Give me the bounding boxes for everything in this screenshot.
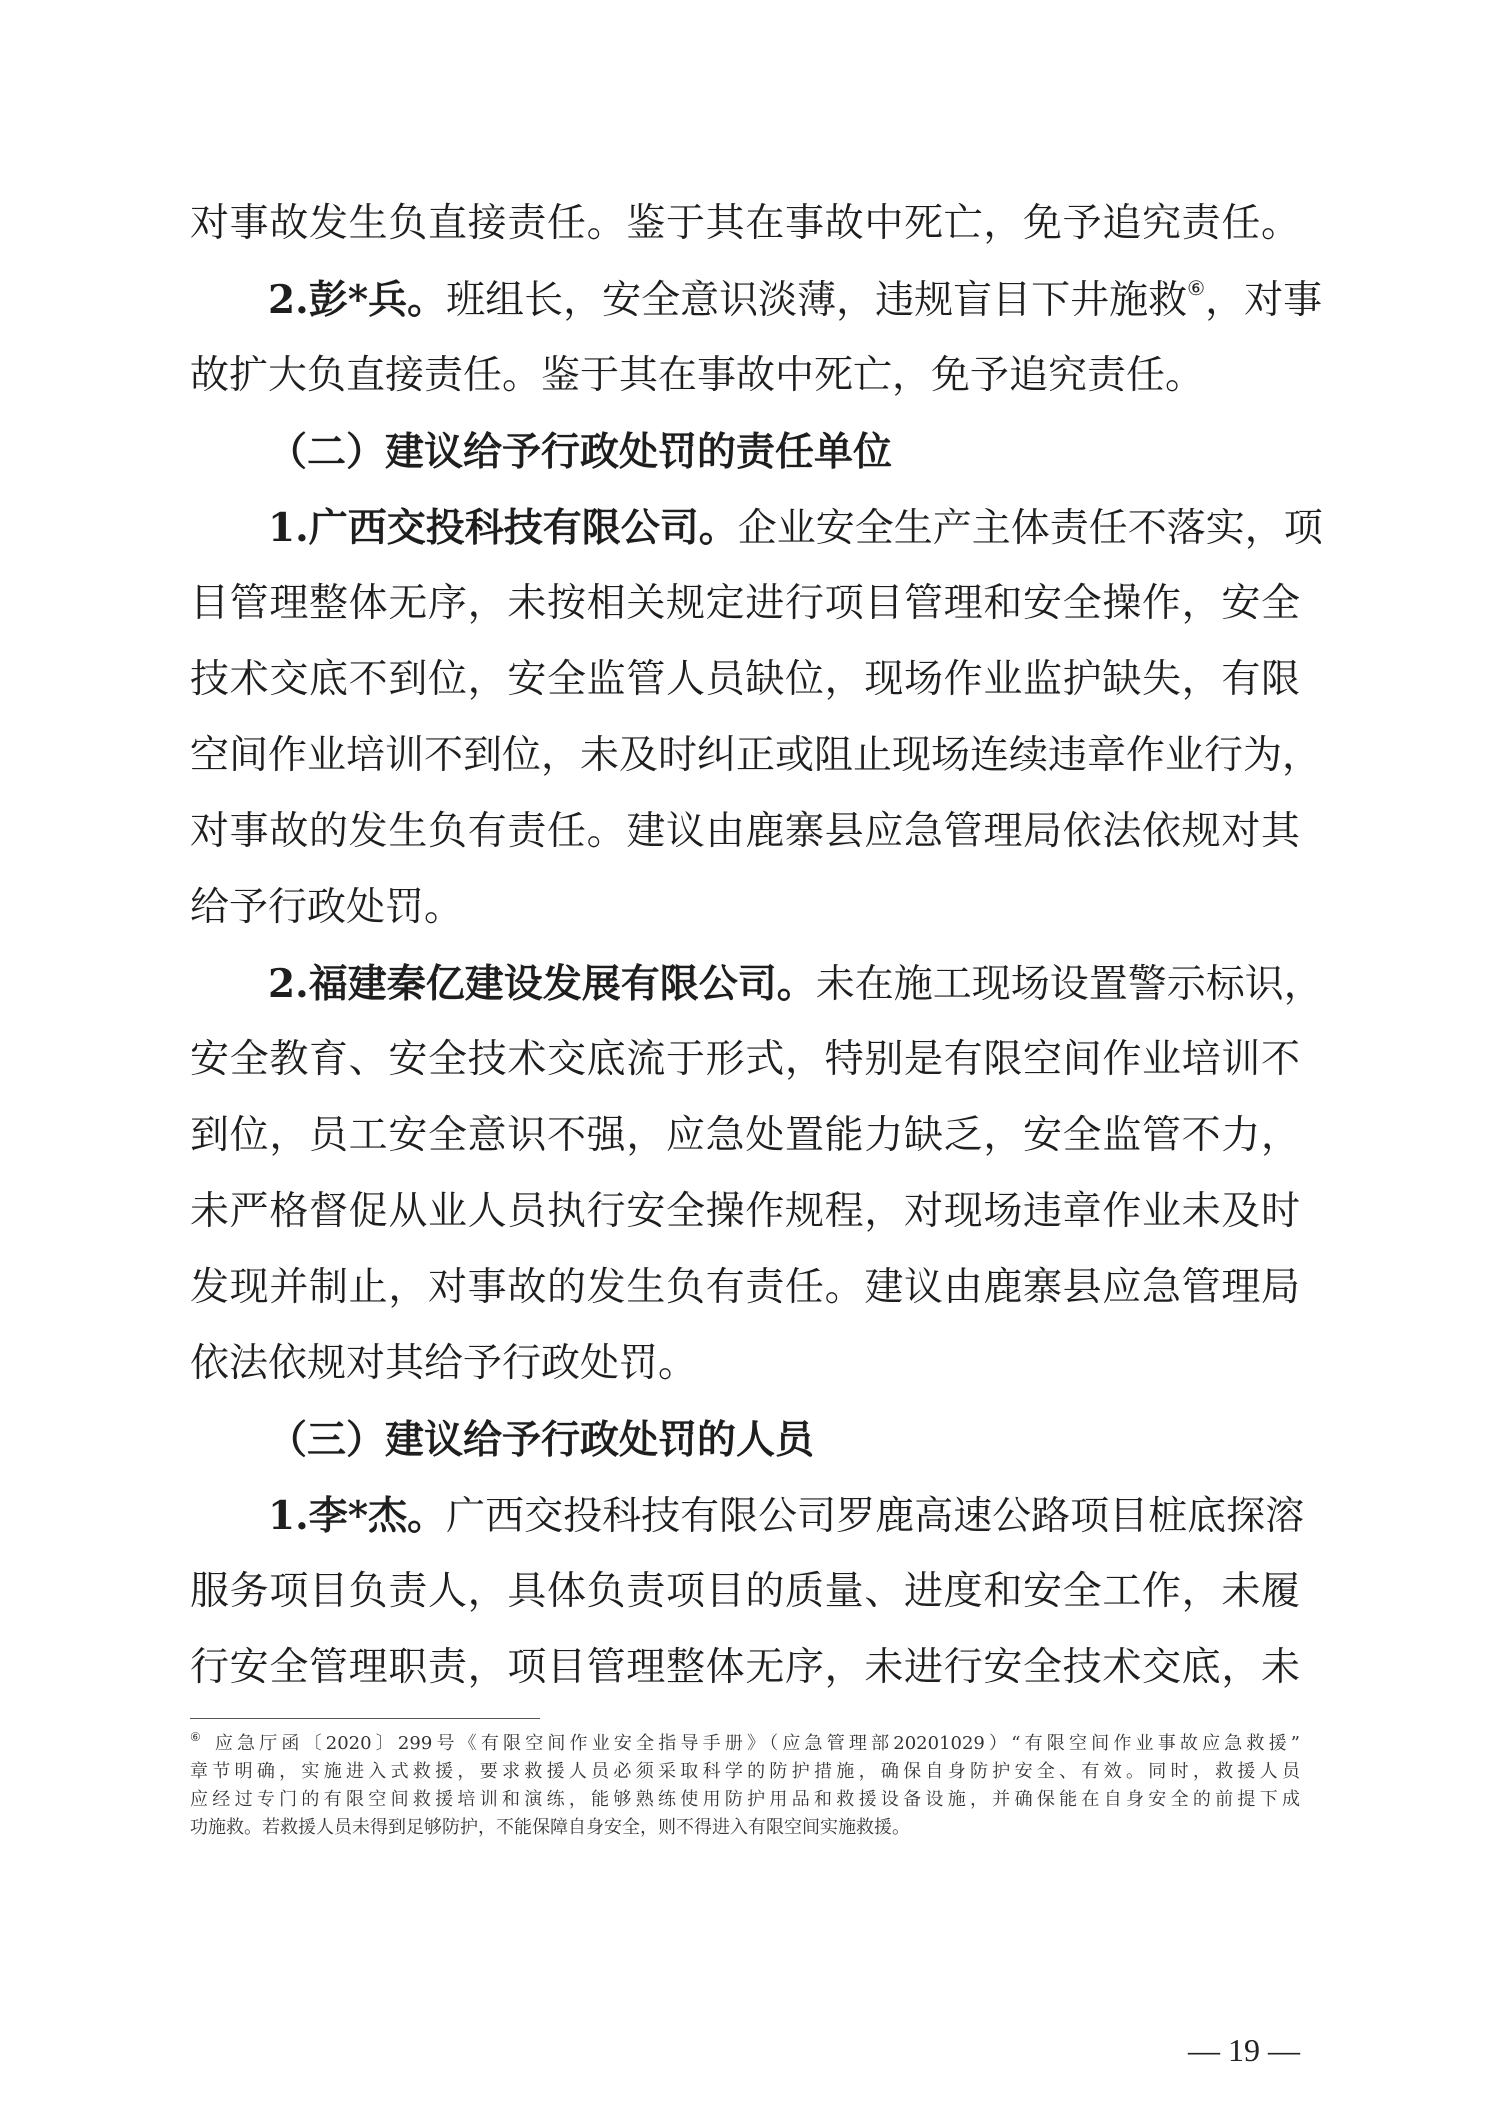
- footnote-mark: ⑥: [190, 1730, 205, 1744]
- body-line: 对事故发生负直接责任。鉴于其在事故中死亡，免予追究责任。: [190, 201, 1300, 246]
- body-line: 对事故的发生负有责任。建议由鹿寨县应急管理局依法依规对其: [190, 809, 1300, 854]
- body-line: 服务项目负责人，具体负责项目的质量、进度和安全工作，未履: [190, 1569, 1300, 1614]
- person-name: 2.彭*兵。: [268, 277, 447, 323]
- paragraph-peng-bing: 2.彭*兵。班组长，安全意识淡薄，违规盲目下井施救⑥，对事: [268, 276, 1323, 323]
- body-line: 空间作业培训不到位，未及时纠正或阻止现场连续违章作业行为，: [190, 733, 1322, 778]
- paragraph-guangxi-jiaotou: 1.广西交投科技有限公司。企业安全生产主体责任不落实，项: [268, 505, 1323, 551]
- paragraph-fujian-qinyi: 2.福建秦亿建设发展有限公司。未在施工现场设置警示标识，: [268, 961, 1323, 1007]
- footnote-line: 功施救。若救援人员未得到足够防护，不能保障自身安全，则不得进入有限空间实施救援。: [190, 1817, 910, 1838]
- body-line: 行安全管理职责，项目管理整体无序，未进行安全技术交底，未: [190, 1645, 1300, 1690]
- body-line: 给予行政处罚。: [190, 885, 464, 930]
- paragraph-li-jie: 1.李*杰。广西交投科技有限公司罗鹿高速公路项目桩底探溶: [268, 1493, 1305, 1539]
- body-line: 发现并制止，对事故的发生负有责任。建议由鹿寨县应急管理局: [190, 1265, 1300, 1310]
- footnote-line: 应经过专门的有限空间救援培训和演练，能够熟练使用防护用品和救援设备设施，并确保能在自身安全的前提下成: [190, 1789, 1300, 1810]
- body-line: 未严格督促从业人员执行安全操作规程，对现场违章作业未及时: [190, 1189, 1300, 1234]
- footnote-line: ⑥ 应急厅函〔2020〕299号《有限空间作业安全指导手册》（应急管理部20201029）“有限空间作业事故应急救援”: [190, 1730, 1300, 1754]
- page-number: — 19 —: [1188, 2032, 1300, 2068]
- body-line: 技术交底不到位，安全监管人员缺位，现场作业监护缺失，有限: [190, 657, 1300, 702]
- footnote-reference[interactable]: ⑥: [1187, 276, 1206, 300]
- person-name: 1.李*杰。: [268, 1493, 447, 1539]
- body-line: 安全教育、安全技术交底流于形式，特别是有限空间作业培训不: [190, 1037, 1300, 1082]
- footnote-line: 章节明确，实施进入式救援，要求救援人员必须采取科学的防护措施，确保自身防护安全、有效。同时，救援人员: [190, 1761, 1300, 1782]
- company-name: 1.广西交投科技有限公司。: [268, 505, 738, 551]
- body-line: 故扩大负直接责任。鉴于其在事故中死亡，免予追究责任。: [190, 353, 1205, 398]
- body-line: 依法依规对其给予行政处罚。: [190, 1341, 698, 1386]
- footnote-separator: [190, 1718, 540, 1719]
- body-line: 到位，员工安全意识不强，应急处置能力缺乏，安全监管不力，: [190, 1113, 1300, 1158]
- section-heading-units: （二）建议给予行政处罚的责任单位: [268, 429, 893, 475]
- company-name: 2.福建秦亿建设发展有限公司。: [268, 961, 816, 1007]
- body-line: 目管理整体无序，未按相关规定进行项目管理和安全操作，安全: [190, 581, 1300, 626]
- section-heading-persons: （三）建议给予行政处罚的人员: [268, 1417, 815, 1463]
